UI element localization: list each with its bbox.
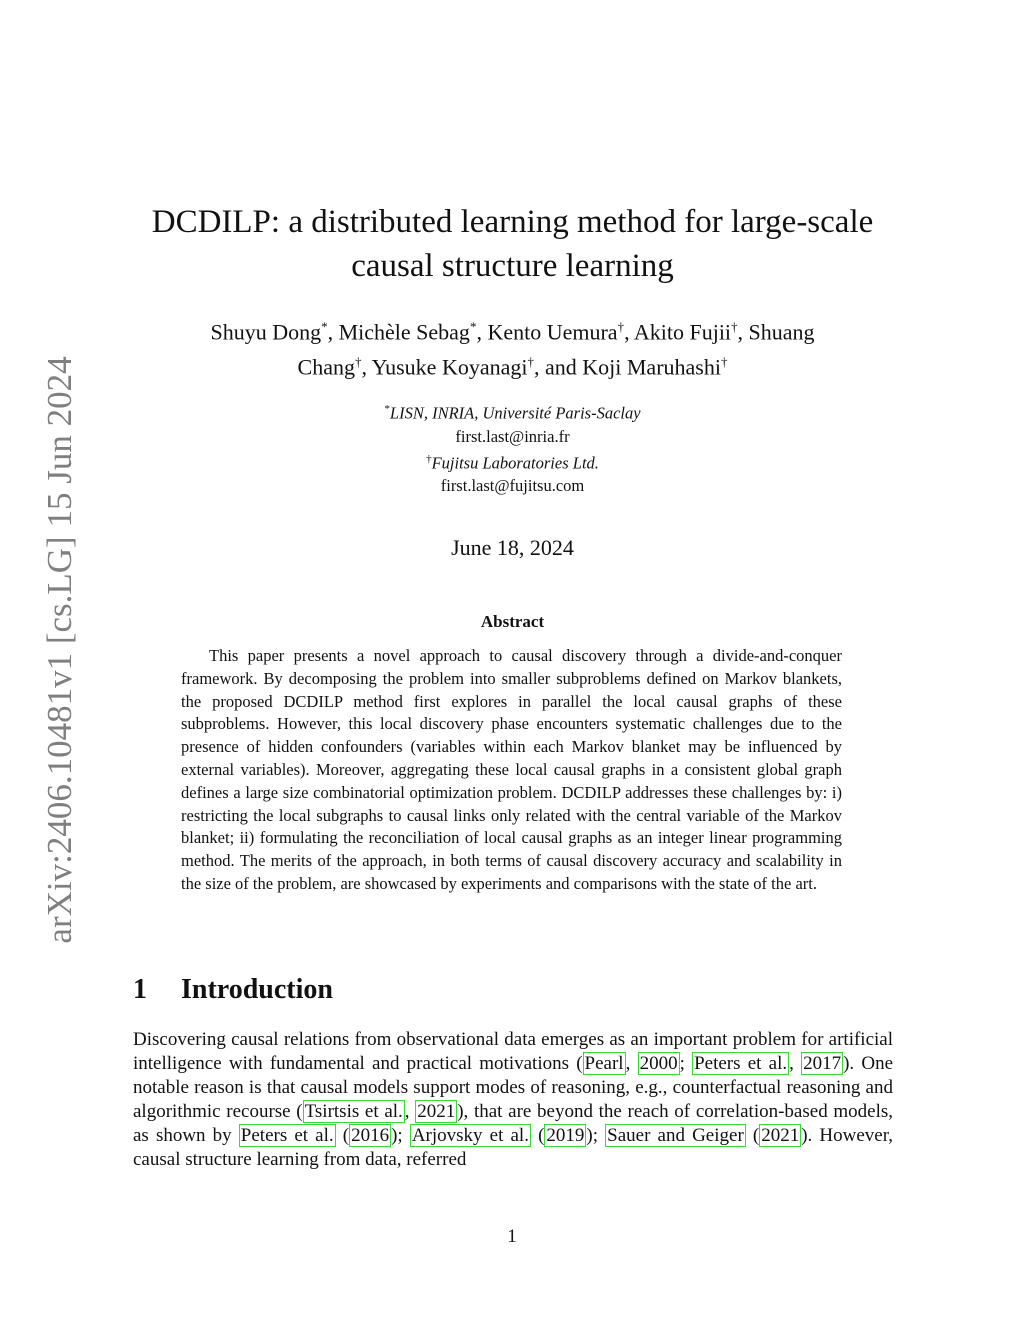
- citation-link[interactable]: 2019: [546, 1125, 585, 1146]
- author-name: Koji Maruhashi: [582, 354, 721, 380]
- affiliation-mark: †: [617, 319, 625, 334]
- abstract-heading: Abstract: [480, 612, 545, 631]
- author-name: Michèle Sebag: [338, 319, 470, 345]
- affiliation-1: [200, 398, 825, 425]
- arxiv-identifier: arXiv:2406.10481v1 [cs.LG] 15 Jun 2024: [40, 356, 79, 944]
- body-text: (: [530, 1125, 545, 1146]
- affiliations: [200, 398, 825, 497]
- institution-name: LISN, INRIA, Université Paris-Saclay: [389, 403, 641, 423]
- title-line-1: DCDILP: a distributed learning method for large-scale: [151, 204, 874, 240]
- body-text: (: [335, 1125, 350, 1146]
- citation-link[interactable]: 2000: [639, 1053, 678, 1074]
- affiliation-mark: *: [469, 319, 477, 334]
- email-2: first.last@fujitsu.com: [440, 476, 585, 495]
- affiliation-2: [200, 448, 825, 475]
- citation-link[interactable]: Peters et al.: [240, 1125, 334, 1146]
- body-text: ), that are beyond the reach of correlation-based models, as shown by: [133, 1101, 894, 1146]
- abstract-text: This paper presents a novel approach to causal discovery through a divide-and-conquer framework. By decomposing the problem into smaller subproblems defined on Markov blankets, the proposed DCDILP method first explores in parallel the local causal graphs of these subproblems. However, this local discovery phase encounters systematic challenges due to the presence of hidden confounders (variables within each Markov blanket may be influenced by external variables). Moreover, aggregating these local causal graphs in a consistent global graph defines a large size combinatorial optimization problem. DCDILP addresses these challenges by: i) restricting the local subgraphs to causal links only related with the central variable of the Markov blanket; ii) formulating the reconciliation of local causal graphs as an integer linear programming method. The merits of the approach, in both terms of causal discovery accuracy and scalability in the size of the problem, are showcased by experiments and comparisons with the state of the art.: [181, 646, 842, 893]
- citation-link[interactable]: 2017: [803, 1053, 842, 1074]
- citation-link[interactable]: 2021: [417, 1101, 456, 1122]
- section-heading: [133, 974, 333, 1006]
- author-list: [130, 312, 895, 383]
- citation-link[interactable]: Tsirtsis et al.: [304, 1101, 403, 1122]
- author-name: Kento Uemura: [487, 319, 618, 345]
- affiliation-mark: *: [384, 403, 390, 415]
- page-number: 1: [507, 1226, 517, 1247]
- paper-title: [120, 200, 905, 288]
- body-text: ,: [789, 1053, 802, 1074]
- author-name: Chang: [297, 354, 355, 380]
- citation-link[interactable]: Arjovsky et al.: [411, 1125, 529, 1146]
- body-text: ,: [625, 1053, 638, 1074]
- arxiv-sidebar: [30, 356, 90, 944]
- author-name: Shuang: [748, 319, 815, 345]
- conjunction: and: [544, 354, 577, 380]
- citation-link[interactable]: 2021: [761, 1125, 800, 1146]
- authors-line-2: Chang†, Yusuke Koyanagi†, and Koji Maruhashi†: [297, 354, 728, 380]
- authors-line-1: Shuyu Dong*, Michèle Sebag*, Kento Uemura†, Akito Fujii†, Shuang: [210, 319, 815, 345]
- body-text: ). One notable reason is that causal models support modes of reasoning, e.g., counterfactual reasoning and algorithmic recourse (: [133, 1053, 894, 1122]
- affiliation-mark: †: [731, 319, 738, 334]
- author-name: Shuyu Dong: [210, 319, 322, 345]
- body-text: );: [391, 1125, 410, 1146]
- affiliation-mark: †: [527, 354, 534, 370]
- body-text: ,: [404, 1101, 416, 1122]
- paper-date: June 18, 2024: [451, 535, 574, 560]
- body-text: );: [586, 1125, 606, 1146]
- email-1: first.last@inria.fr: [455, 426, 570, 446]
- citation-link[interactable]: Pearl: [584, 1053, 624, 1074]
- citation-link[interactable]: Sauer and Geiger: [607, 1125, 744, 1146]
- body-text: (: [745, 1125, 760, 1146]
- author-name: Yusuke Koyanagi: [371, 354, 528, 380]
- affiliation-mark: *: [321, 319, 328, 334]
- author-name: Akito Fujii: [633, 319, 732, 345]
- body-text: Discovering causal relations from observational data emerges as an important problem for artificial intelligence with fundamental and practical motivations (: [133, 1029, 893, 1074]
- citation-link[interactable]: 2016: [351, 1125, 390, 1146]
- affiliation-mark: †: [720, 354, 728, 370]
- affiliation-mark: †: [426, 452, 432, 465]
- introduction-paragraph: [133, 1028, 893, 1172]
- institution-name: Fujitsu Laboratories Ltd.: [431, 453, 599, 472]
- affiliation-mark: †: [354, 354, 362, 370]
- body-text: ;: [679, 1053, 693, 1074]
- title-line-2: causal structure learning: [351, 248, 674, 284]
- section-number: 1: [133, 974, 147, 1005]
- body-text: ). However, causal structure learning from data, referred: [133, 1125, 894, 1170]
- section-title: Introduction: [181, 974, 333, 1005]
- citation-link[interactable]: Peters et al.: [694, 1053, 788, 1074]
